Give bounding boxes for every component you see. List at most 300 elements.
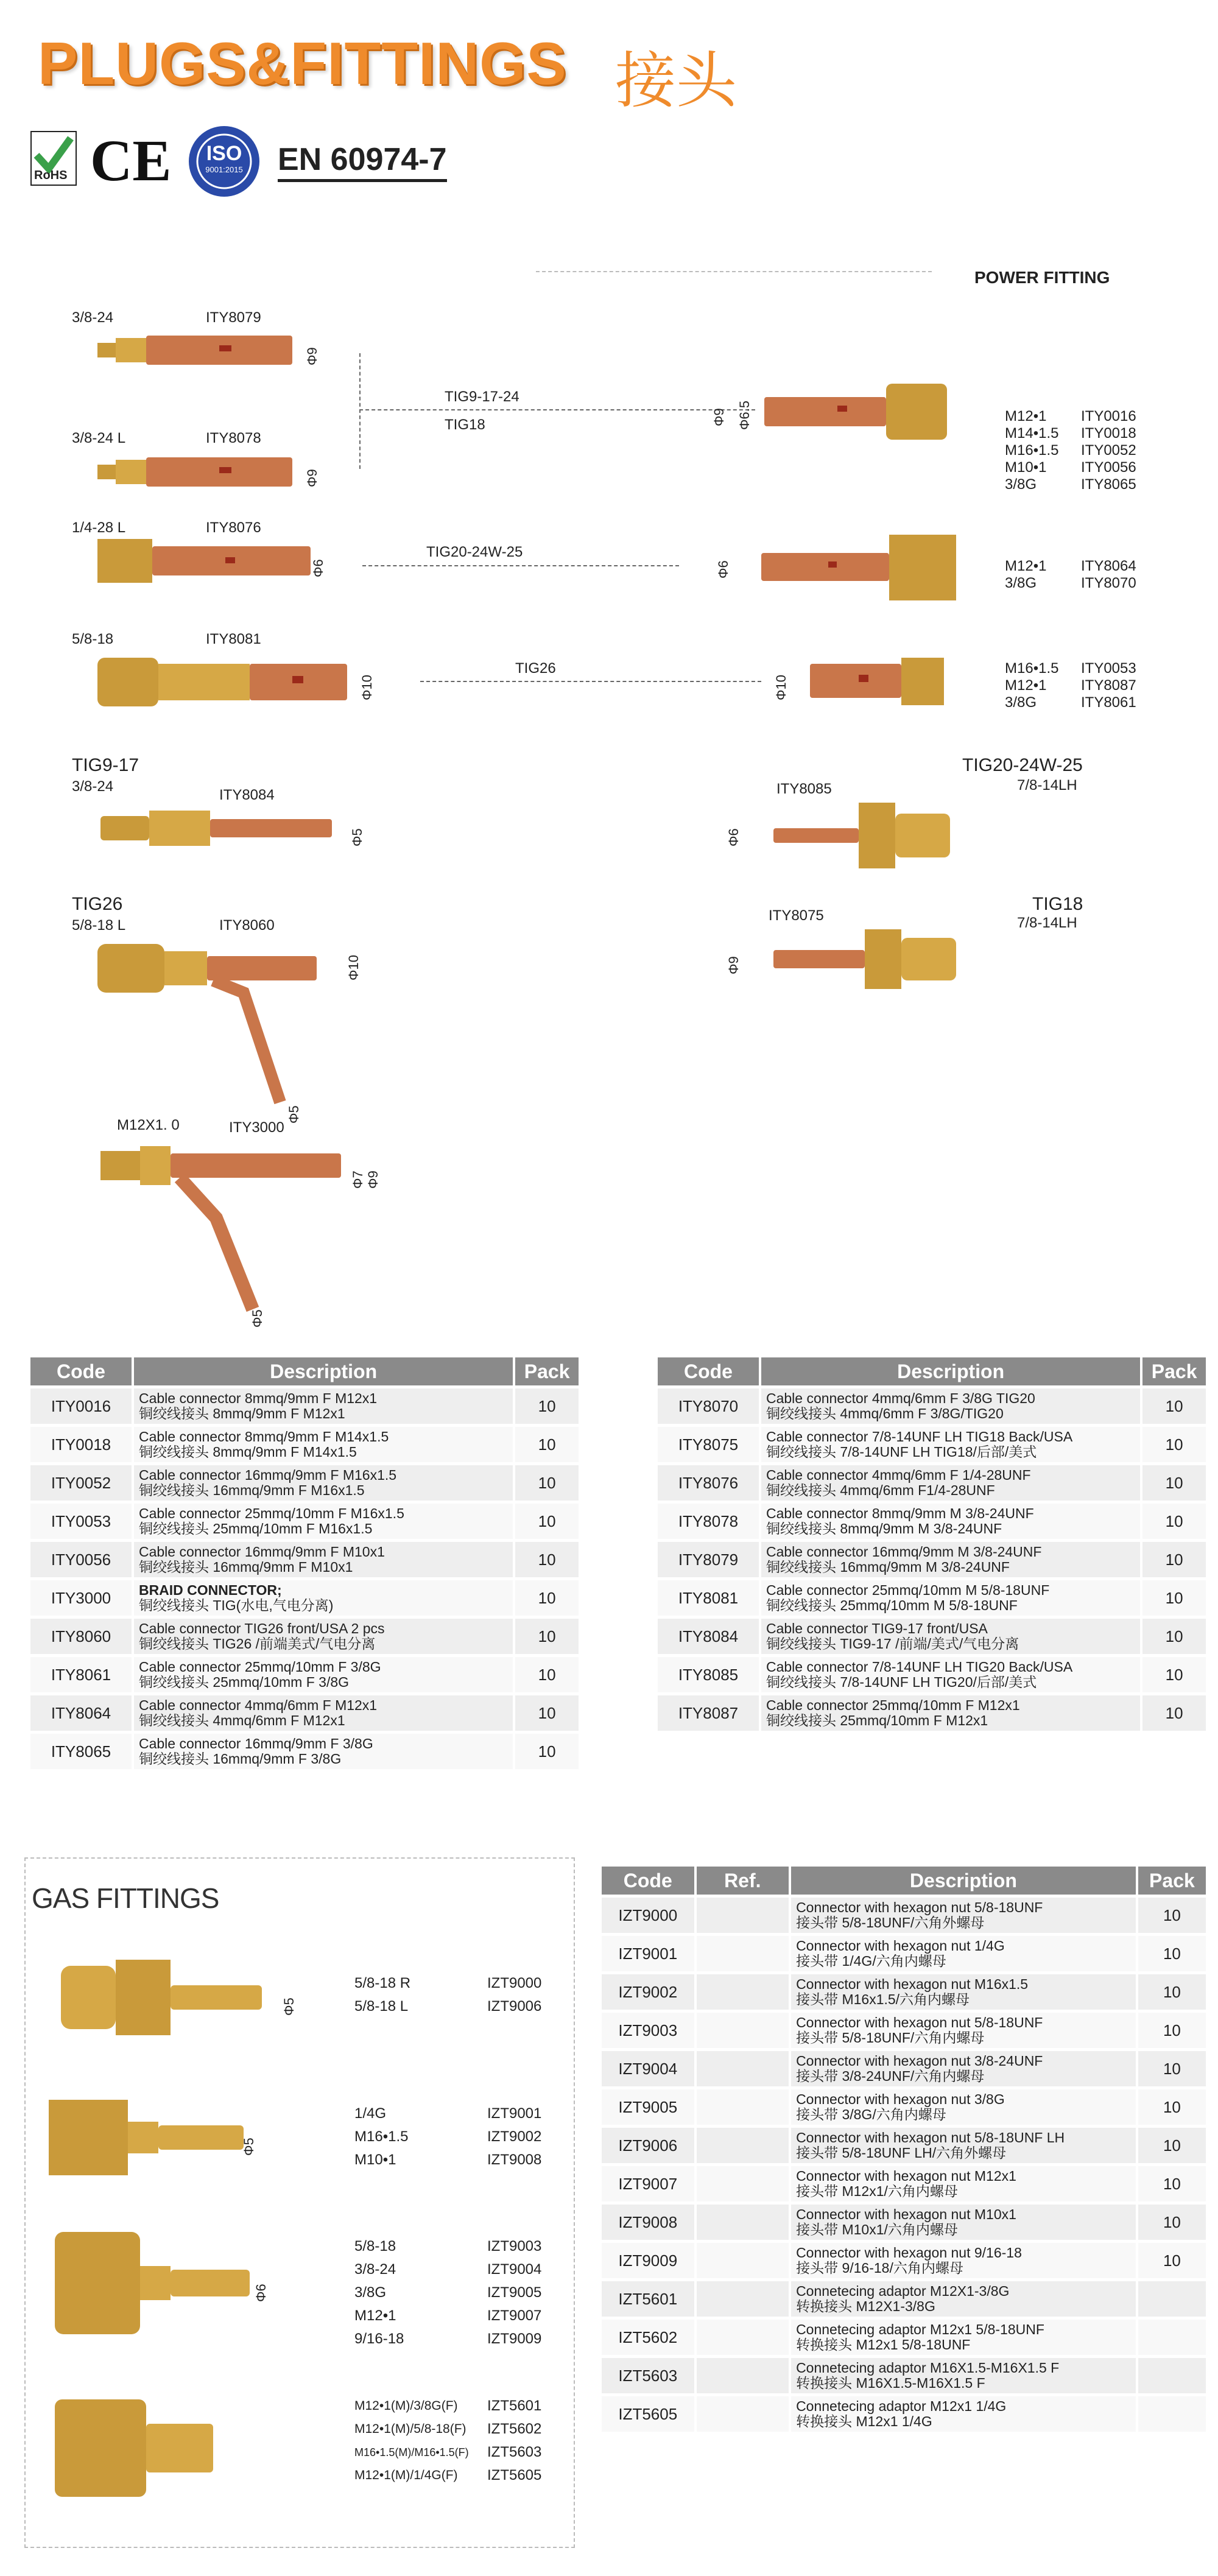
table-row <box>658 1465 1206 1501</box>
desc-en: Connector with hexagon nut M10x1 <box>796 2206 1016 2222</box>
cell-code: ITY8064 <box>30 1695 132 1731</box>
desc-en: Connector with hexagon nut M12x1 <box>796 2168 1016 2184</box>
cell-code: IZT9004 <box>602 2051 694 2086</box>
desc-cn: 转换接头 M16X1.5-M16X1.5 F <box>796 2375 985 2391</box>
table-row <box>30 1504 579 1539</box>
desc-cn: 接头带 M16x1.5/六角内螺母 <box>796 1991 970 2007</box>
thread-item: M16•1.5 <box>1005 442 1059 459</box>
cell-description <box>134 1734 513 1769</box>
cell-ref <box>697 2320 789 2355</box>
desc-en: Cable connector 8mmq/9mm F M12x1 <box>138 1390 378 1406</box>
desc-cn: 铜绞线接头 16mmq/9mm F 3/8G <box>138 1751 342 1767</box>
desc-en: Cable connector 16mmq/9mm M 3/8-24UNF <box>766 1544 1042 1560</box>
desc-en: Connector with hexagon nut 3/8-24UNF <box>796 2053 1043 2069</box>
cell-code: ITY0053 <box>30 1504 132 1539</box>
power-thread-label: 3/8-24 <box>72 309 114 326</box>
col-header-ref: Ref. <box>697 1867 789 1895</box>
cell-code: IZT5605 <box>602 2396 694 2432</box>
cell-code: ITY8081 <box>658 1580 759 1616</box>
desc-cn: 接头带 M12x1/六角内螺母 <box>796 2183 958 2199</box>
desc-en: Cable connector 7/8-14UNF LH TIG18 Back/USA <box>766 1429 1073 1445</box>
cell-description <box>761 1427 1140 1462</box>
cell-ref <box>697 2358 789 2393</box>
dim-label: Φ9 <box>711 408 727 426</box>
desc-cn: 铜绞线接头 25mmq/10mm F M16x1.5 <box>138 1521 373 1536</box>
cell-code: IZT5602 <box>602 2320 694 2355</box>
cell-code: IZT9003 <box>602 2013 694 2048</box>
table-row <box>602 1974 1206 2010</box>
table-row <box>30 1657 579 1692</box>
desc-cn: 接头带 1/4G/六角内螺母 <box>796 1953 946 1969</box>
cell-pack: 10 <box>515 1580 579 1616</box>
cell-pack: 10 <box>1142 1657 1206 1692</box>
cell-pack: 10 <box>1138 1898 1206 1933</box>
desc-cn: 铜绞线接头 25mmq/10mm F 3/8G <box>138 1674 350 1690</box>
cell-ref <box>697 2013 789 2048</box>
desc-cn: 铜绞线接头 TIG26 /前端美式/气电分离 <box>138 1636 376 1652</box>
power-thread-label: 5/8-18 L <box>72 917 126 934</box>
cell-description <box>134 1580 513 1616</box>
power-code-label: ITY8075 <box>769 907 824 924</box>
power-fitting-table-1 <box>28 1354 581 1772</box>
cell-description <box>761 1580 1140 1616</box>
cell-description <box>761 1504 1140 1539</box>
cell-description <box>761 1388 1140 1424</box>
cell-code: ITY8065 <box>30 1734 132 1769</box>
thread-item: M12•1 <box>1005 677 1047 694</box>
dim-label: Φ7 <box>350 1170 365 1189</box>
cell-pack: 10 <box>515 1427 579 1462</box>
part-ity8084-image <box>100 807 344 850</box>
cell-ref <box>697 2243 789 2278</box>
desc-cn: 铜绞线接头 8mmq/9mm F M12x1 <box>138 1406 345 1421</box>
desc-cn: 铜绞线接头 TIG9-17 /前端/美式/气电分离 <box>766 1636 1019 1652</box>
desc-en: Connetecing adaptor M12x1 5/8-18UNF <box>796 2321 1044 2337</box>
desc-en: Connetecing adaptor M12X1-3/8G <box>796 2283 1010 2299</box>
desc-en: Cable connector 8mmq/9mm M 3/8-24UNF <box>766 1505 1034 1521</box>
cell-code: ITY0016 <box>30 1388 132 1424</box>
cell-description <box>761 1465 1140 1501</box>
gas-code-list <box>487 2395 541 2487</box>
cell-ref <box>697 2128 789 2163</box>
torch-title: TIG18 <box>1032 894 1083 914</box>
cell-code: IZT9008 <box>602 2205 694 2240</box>
table-row <box>30 1427 579 1462</box>
table-row <box>30 1619 579 1654</box>
desc-en: Cable connector 25mmq/10mm F M12x1 <box>766 1697 1020 1713</box>
part-ity8060-image <box>97 938 341 1121</box>
dim-label: Φ5 <box>250 1309 265 1328</box>
dim-label: Φ9 <box>726 956 741 974</box>
thread-item: M12•1 <box>1005 558 1047 574</box>
thread-item: M12•1 <box>1005 408 1047 424</box>
desc-cn: 铜绞线接头 7/8-14UNF LH TIG20/后部/美式 <box>766 1674 1037 1690</box>
code-item: IZT9005 <box>487 2284 542 2301</box>
thread-item: 5/8-18 L <box>354 1998 409 2015</box>
part-ity8085-image <box>773 803 956 870</box>
part-ity0016-image <box>764 384 953 445</box>
desc-cn: 接头带 5/8-18UNF LH/六角外螺母 <box>796 2145 1007 2161</box>
thread-item: M14•1.5 <box>1005 425 1059 442</box>
cell-description <box>134 1504 513 1539</box>
dim-label: Φ9 <box>304 469 320 487</box>
thread-item: M12•1 <box>354 2307 396 2324</box>
rohs-label: RoHS <box>34 169 68 182</box>
cell-ref <box>697 2051 789 2086</box>
cell-description <box>791 2243 1136 2278</box>
table-row <box>30 1388 579 1424</box>
thread-item: 5/8-18 <box>354 2238 396 2254</box>
table-row <box>602 2013 1206 2048</box>
desc-en: Cable connector 16mmq/9mm F M16x1.5 <box>138 1467 397 1483</box>
power-section-title: POWER FITTING <box>974 268 1110 287</box>
dim-label: Φ6 <box>726 828 741 846</box>
desc-cn: 接头带 M10x1/六角内螺母 <box>796 2222 958 2237</box>
table-row <box>658 1580 1206 1616</box>
cell-description <box>791 1898 1136 1933</box>
code-item: IZT9004 <box>487 2261 542 2278</box>
thread-item: M12•1(M)/1/4G(F) <box>354 2468 458 2482</box>
cell-pack: 10 <box>1138 2243 1206 2278</box>
cell-pack: 10 <box>1142 1542 1206 1577</box>
gas-thread-list <box>354 1972 410 2018</box>
power-code-label: ITY8085 <box>776 781 832 797</box>
power-code-label: ITY3000 <box>229 1119 284 1136</box>
col-header-code: Code <box>602 1867 694 1895</box>
gas-code-list <box>487 2102 541 2172</box>
table-row <box>658 1504 1206 1539</box>
power-code-label: ITY8079 <box>206 309 261 326</box>
cell-ref <box>697 1898 789 1933</box>
table-row <box>658 1427 1206 1462</box>
thread-item: M16•1.5 <box>1005 660 1059 677</box>
desc-en: Cable connector 25mmq/10mm F 3/8G <box>138 1659 381 1675</box>
code-item: IZT5603 <box>487 2444 542 2460</box>
gas-part-izt9003-image <box>55 2232 256 2335</box>
power-thread-label: 7/8-14LH <box>1017 915 1077 931</box>
thread-list <box>1005 558 1046 592</box>
table-row <box>602 2281 1206 2317</box>
cell-code: IZT9009 <box>602 2243 694 2278</box>
dim-label: Φ5 <box>350 828 365 846</box>
table-row <box>602 1898 1206 1933</box>
desc-cn: 铜绞线接头 8mmq/9mm M 3/8-24UNF <box>766 1521 1002 1536</box>
desc-cn: 转换接头 M12x1 1/4G <box>796 2413 932 2429</box>
ce-mark: CE <box>90 128 172 193</box>
thread-item: 3/8G <box>1005 476 1037 493</box>
table-row <box>602 2358 1206 2393</box>
cell-pack <box>1138 2320 1206 2355</box>
cell-pack: 10 <box>1138 2205 1206 2240</box>
cell-code: IZT9000 <box>602 1898 694 1933</box>
cell-description <box>791 2013 1136 2048</box>
thread-item: 3/8G <box>354 2284 387 2301</box>
col-header-pack: Pack <box>1138 1867 1206 1895</box>
table-row <box>658 1542 1206 1577</box>
desc-cn: 接头带 9/16-18/六角内螺母 <box>796 2260 963 2276</box>
power-code-label: ITY8078 <box>206 430 261 446</box>
table-row <box>602 2166 1206 2201</box>
table-row <box>602 1936 1206 1971</box>
code-item: ITY0018 <box>1081 425 1136 442</box>
power-code-label: ITY8084 <box>219 787 275 803</box>
cell-code: ITY8085 <box>658 1657 759 1692</box>
code-item: IZT9000 <box>487 1975 542 1991</box>
cell-pack: 10 <box>1142 1388 1206 1424</box>
cell-description <box>134 1619 513 1654</box>
cell-pack <box>1138 2281 1206 2317</box>
cell-ref <box>697 1974 789 2010</box>
cell-description <box>791 2089 1136 2125</box>
cell-code: ITY8070 <box>658 1388 759 1424</box>
code-item: ITY8087 <box>1081 677 1136 694</box>
code-item: IZT9003 <box>487 2238 542 2254</box>
thread-item: M10•1 <box>1005 459 1047 476</box>
gas-thread-list <box>354 2235 404 2351</box>
cell-pack: 10 <box>515 1542 579 1577</box>
col-header-code: Code <box>30 1357 132 1385</box>
desc-en: Connector with hexagon nut M16x1.5 <box>796 1976 1029 1992</box>
part-ity8064-image <box>761 535 962 602</box>
cell-description <box>791 2205 1136 2240</box>
table-row <box>30 1580 579 1616</box>
cell-code: ITY8079 <box>658 1542 759 1577</box>
page-title: PLUGS&FITTINGS <box>38 30 567 97</box>
power-section-rule <box>536 271 932 272</box>
col-header-pack: Pack <box>515 1357 579 1385</box>
desc-cn: 接头带 5/8-18UNF/六角外螺母 <box>796 1915 985 1930</box>
desc-en: Connector with hexagon nut 1/4G <box>796 1938 1005 1954</box>
desc-cn: 接头带 5/8-18UNF/六角内螺母 <box>796 2030 985 2046</box>
power-thread-label: 7/8-14LH <box>1017 777 1077 794</box>
power-code-label: ITY8060 <box>219 917 275 934</box>
cell-code: IZT5601 <box>602 2281 694 2317</box>
dim-label: Φ6 <box>311 559 326 577</box>
table-row <box>602 2243 1206 2278</box>
desc-cn: 接头带 3/8G/六角内螺母 <box>796 2106 946 2122</box>
cell-pack: 10 <box>515 1619 579 1654</box>
cell-pack: 10 <box>515 1657 579 1692</box>
table-row <box>658 1695 1206 1731</box>
torch-label: TIG20-24W-25 <box>426 544 523 560</box>
cell-pack: 10 <box>1142 1427 1206 1462</box>
part-ity3000-image <box>100 1145 356 1321</box>
cell-code: ITY8075 <box>658 1427 759 1462</box>
code-item: IZT9006 <box>487 1998 542 2015</box>
power-thread-label: 3/8-24 <box>72 778 114 795</box>
gas-part-izt9001-image <box>49 2095 250 2180</box>
cell-code: ITY8076 <box>658 1465 759 1501</box>
cell-description <box>134 1695 513 1731</box>
cell-pack: 10 <box>1138 2089 1206 2125</box>
code-item: IZT9002 <box>487 2128 542 2145</box>
desc-en: Connetecing adaptor M12x1 1/4G <box>796 2398 1007 2414</box>
connector-line <box>359 409 755 410</box>
cell-description <box>791 1936 1136 1971</box>
desc-en: Cable connector 7/8-14UNF LH TIG20 Back/USA <box>766 1659 1073 1675</box>
power-thread-label: M12X1. 0 <box>117 1117 180 1133</box>
cell-code: IZT9001 <box>602 1936 694 1971</box>
table-row <box>602 2051 1206 2086</box>
code-item: IZT5605 <box>487 2467 542 2483</box>
cell-pack: 10 <box>1142 1504 1206 1539</box>
desc-en: BRAID CONNECTOR; <box>138 1582 282 1598</box>
code-item: ITY0016 <box>1081 408 1136 424</box>
power-fitting-table-2 <box>655 1354 1208 1734</box>
rohs-badge <box>30 131 77 186</box>
table-row <box>602 2205 1206 2240</box>
desc-cn: 转换接头 M12X1-3/8G <box>796 2298 935 2314</box>
power-thread-label: 1/4-28 L <box>72 519 126 536</box>
desc-en: Cable connector 25mmq/10mm F M16x1.5 <box>138 1505 404 1521</box>
cell-ref <box>697 2166 789 2201</box>
table-row <box>30 1465 579 1501</box>
thread-item: 5/8-18 R <box>354 1975 411 1991</box>
table-row <box>30 1734 579 1769</box>
gas-code-list <box>487 1972 541 2018</box>
desc-en: Cable connector 8mmq/9mm F M14x1.5 <box>138 1429 389 1445</box>
cell-code: ITY8084 <box>658 1619 759 1654</box>
cell-pack: 10 <box>1142 1695 1206 1731</box>
cell-description <box>791 2051 1136 2086</box>
code-item: ITY8065 <box>1081 476 1136 493</box>
code-item: ITY8061 <box>1081 694 1136 711</box>
col-header-description: Description <box>134 1357 513 1385</box>
cell-pack: 10 <box>1138 1936 1206 1971</box>
cell-description <box>791 2281 1136 2317</box>
power-code-label: ITY8081 <box>206 631 261 647</box>
torch-title: TIG9-17 <box>72 755 139 775</box>
dim-label: Φ6 <box>253 2284 269 2302</box>
gas-part-izt9000-image <box>61 1955 268 2040</box>
part-ity8079-image <box>97 332 298 368</box>
cell-code: ITY0056 <box>30 1542 132 1577</box>
thread-item: 1/4G <box>354 2105 387 2122</box>
cell-code: IZT9005 <box>602 2089 694 2125</box>
desc-cn: 铜绞线接头 8mmq/9mm F M14x1.5 <box>138 1444 357 1460</box>
cell-pack: 10 <box>1138 2166 1206 2201</box>
cell-pack: 10 <box>1138 2013 1206 2048</box>
cell-description <box>791 2320 1136 2355</box>
code-list <box>1081 660 1136 711</box>
cell-pack <box>1138 2358 1206 2393</box>
thread-item: 3/8G <box>1005 575 1037 591</box>
cell-code: ITY8078 <box>658 1504 759 1539</box>
thread-item: M10•1 <box>354 2152 396 2168</box>
cell-code: IZT9007 <box>602 2166 694 2201</box>
gas-part-izt5601-image <box>55 2399 225 2497</box>
cell-code: IZT9006 <box>602 2128 694 2163</box>
table-row <box>30 1542 579 1577</box>
cell-code: ITY0018 <box>30 1427 132 1462</box>
part-ity8081-image <box>97 652 353 713</box>
cell-description <box>134 1427 513 1462</box>
torch-title: TIG20-24W-25 <box>962 755 1083 775</box>
desc-cn: 接头带 3/8-24UNF/六角内螺母 <box>796 2068 985 2084</box>
desc-cn: 转换接头 M12x1 5/8-18UNF <box>796 2337 971 2353</box>
cell-description <box>791 2358 1136 2393</box>
cell-pack: 10 <box>1138 2128 1206 2163</box>
part-ity8076-image <box>97 539 317 583</box>
cell-pack: 10 <box>1142 1465 1206 1501</box>
dim-label: Φ10 <box>359 674 375 700</box>
desc-en: Cable connector 4mmq/6mm F 3/8G TIG20 <box>766 1390 1035 1406</box>
connector-line <box>359 353 361 469</box>
power-thread-label: 5/8-18 <box>72 631 114 647</box>
dim-label: Φ6 <box>716 560 731 579</box>
cell-description <box>761 1657 1140 1692</box>
dim-label: Φ10 <box>346 954 361 980</box>
cell-description <box>134 1542 513 1577</box>
code-item: IZT5601 <box>487 2398 542 2414</box>
standard-label: EN 60974-7 <box>278 141 447 182</box>
dim-label: Φ9 <box>365 1170 381 1189</box>
cell-code: IZT5603 <box>602 2358 694 2393</box>
thread-item: M16•1.5 <box>354 2128 409 2145</box>
code-item: IZT9007 <box>487 2307 542 2324</box>
gas-fitting-table <box>599 1863 1208 2435</box>
torch-title: TIG26 <box>72 894 123 914</box>
cell-description <box>791 2396 1136 2432</box>
code-item: ITY8064 <box>1081 558 1136 574</box>
desc-cn: 铜绞线接头 4mmq/6mm F M12x1 <box>138 1712 345 1728</box>
code-list <box>1081 558 1136 592</box>
desc-en: Cable connector TIG26 front/USA 2 pcs <box>138 1621 385 1636</box>
connector-line <box>362 565 679 566</box>
desc-en: Connector with hexagon nut 9/16-18 <box>796 2245 1022 2261</box>
table-row <box>30 1695 579 1731</box>
col-header-pack: Pack <box>1142 1357 1206 1385</box>
gas-code-list <box>487 2235 541 2351</box>
part-ity8075-image <box>773 929 962 990</box>
iso-year: 9001:2015 <box>205 165 243 174</box>
dim-label: Φ9 <box>304 347 320 365</box>
table-row <box>658 1619 1206 1654</box>
dim-label: Φ5 <box>241 2138 256 2156</box>
cell-pack: 10 <box>1142 1619 1206 1654</box>
desc-en: Cable connector 16mmq/9mm F 3/8G <box>138 1736 373 1751</box>
desc-en: Cable connector 4mmq/6mm F M12x1 <box>138 1697 378 1713</box>
gas-thread-list <box>354 2102 408 2172</box>
cell-code: ITY0052 <box>30 1465 132 1501</box>
thread-item: M12•1(M)/3/8G(F) <box>354 2399 458 2413</box>
code-item: ITY0056 <box>1081 459 1136 476</box>
code-item: IZT9001 <box>487 2105 542 2122</box>
part-ity0053-image <box>810 658 950 706</box>
code-item: ITY0053 <box>1081 660 1136 677</box>
desc-en: Connector with hexagon nut 5/8-18UNF LH <box>796 2130 1065 2145</box>
power-code-label: ITY8076 <box>206 519 261 536</box>
thread-item: M12•1(M)/5/8-18(F) <box>354 2422 466 2436</box>
power-thread-label: 3/8-24 L <box>72 430 126 446</box>
code-item: IZT9008 <box>487 2152 542 2168</box>
col-header-code: Code <box>658 1357 759 1385</box>
cell-pack <box>1138 2396 1206 2432</box>
code-item: IZT5602 <box>487 2421 542 2437</box>
desc-en: Connector with hexagon nut 5/8-18UNF <box>796 1899 1043 1915</box>
torch-label: TIG9-17-24 <box>445 389 519 405</box>
torch-label: TIG18 <box>445 417 485 433</box>
dim-label: Φ10 <box>773 674 789 700</box>
desc-en: Cable connector 16mmq/9mm F M10x1 <box>138 1544 385 1560</box>
desc-en: Cable connector 25mmq/10mm M 5/8-18UNF <box>766 1582 1050 1598</box>
code-item: ITY0052 <box>1081 442 1136 459</box>
table-row <box>602 2320 1206 2355</box>
desc-en: Cable connector 4mmq/6mm F 1/4-28UNF <box>766 1467 1031 1483</box>
connector-line <box>420 681 761 682</box>
desc-cn: 铜绞线接头 16mmq/9mm F M10x1 <box>138 1559 353 1575</box>
cell-description <box>761 1695 1140 1731</box>
